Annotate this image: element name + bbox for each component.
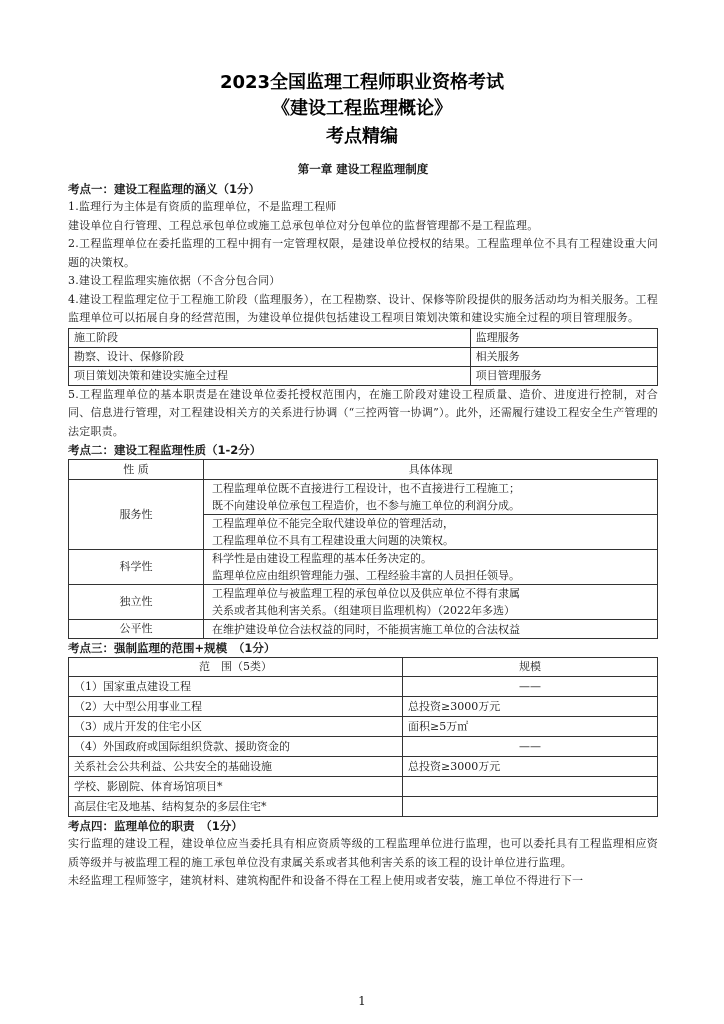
- column-header: 规模: [403, 658, 658, 677]
- table-row: [69, 677, 658, 697]
- title-block: [0, 70, 724, 150]
- description-line: 监理单位应由组织管理能力强、工程经验丰富的人员担任领导。: [212, 569, 520, 582]
- scale-cell: 面积≥5万㎡: [403, 717, 658, 737]
- document-subtitle-2: 考点精编: [326, 126, 398, 147]
- nature-cell: 公平性: [69, 620, 204, 639]
- table-row: [69, 550, 658, 585]
- service-stage-table: [68, 328, 658, 386]
- description-line: 工程监理单位不能完全取代建设单位的管理活动，: [212, 517, 454, 530]
- document-title: 2023全国监理工程师职业资格考试: [219, 72, 505, 93]
- description-line: 既不向建设单位承包工程造价，也不参与施工单位的利润分成。: [212, 499, 520, 512]
- scale-cell: ——: [403, 677, 658, 697]
- description-cell: [204, 480, 658, 515]
- table-row: [69, 757, 658, 777]
- table-row: [69, 347, 658, 366]
- scope-cell: （4）外国政府或国际组织贷款、援助资金的: [69, 737, 403, 757]
- scope-table: [68, 657, 658, 817]
- chapter-title: 第一章 建设工程监理制度: [297, 162, 429, 176]
- scope-cell: （3）成片开发的住宅小区: [69, 717, 403, 737]
- scale-cell: 总投资≥3000万元: [403, 697, 658, 717]
- table-header-row: [69, 460, 658, 480]
- kp3-heading: 考点三：强制监理的范围+规模 （1分）: [68, 641, 276, 655]
- table-header-row: [69, 658, 658, 677]
- scope-cell: 高层住宅及地基、结构复杂的多层住宅*: [69, 797, 403, 817]
- scale-cell: [403, 777, 658, 797]
- table-row: [69, 585, 658, 620]
- table-row: [69, 480, 658, 515]
- table-row: [69, 697, 658, 717]
- kp4-heading: 考点四：监理单位的职责 （1分）: [68, 819, 243, 833]
- kp4-paragraph-2: 未经监理工程师签字，建筑材料、建筑构配件和设备不得在工程上使用或者安装，施工单位不得进行下一: [68, 874, 584, 887]
- description-line: 工程监理单位与被监理工程的承包单位以及供应单位不得有隶属: [212, 587, 520, 600]
- scale-cell: [403, 797, 658, 817]
- scope-cell: （1）国家重点建设工程: [69, 677, 403, 697]
- table-row: [69, 797, 658, 817]
- scope-cell: 学校、影剧院、体育场馆项目*: [69, 777, 403, 797]
- column-header: 具体体现: [204, 460, 658, 480]
- column-header: 性 质: [69, 460, 204, 480]
- description-cell: [204, 515, 658, 550]
- page-number: 1: [358, 994, 366, 1008]
- nature-cell: 科学性: [69, 550, 204, 585]
- scope-cell: 关系社会公共利益、公共安全的基础设施: [69, 757, 403, 777]
- table-row: [69, 777, 658, 797]
- table-row: [69, 366, 658, 385]
- scale-cell: 总投资≥3000万元: [403, 757, 658, 777]
- description-cell: [204, 620, 658, 639]
- description-line: 关系或者其他利害关系。（组建项目监理机构）（2022年多选）: [212, 604, 515, 617]
- description-cell: [204, 585, 658, 620]
- description-line: 工程监理单位不具有工程建设重大问题的决策权。: [212, 534, 454, 547]
- description-line: 工程监理单位既不直接进行工程设计，也不直接进行工程施工；: [212, 482, 520, 495]
- nature-cell: 服务性: [69, 480, 204, 550]
- table-row: [69, 620, 658, 639]
- kp2-heading: 考点二：建设工程监理性质（1-2分）: [68, 443, 262, 457]
- kp1-paragraph-3: 2.工程监理单位在委托监理的工程中拥有一定管理权限，是建设单位授权的结果。工程监理单位不具有工程建设重大问题的决策权。: [68, 237, 658, 269]
- description-line: 科学性是由建设工程监理的基本任务决定的。: [212, 552, 432, 565]
- description-line: 在维护建设单位合法权益的同时，不能损害施工单位的合法权益: [212, 622, 520, 636]
- description-cell: [204, 550, 658, 585]
- table-cell: 项目策划决策和建设实施全过程: [69, 366, 471, 385]
- column-header: 范 围（5类）: [69, 658, 403, 677]
- nature-table: [68, 459, 658, 639]
- table-cell: 相关服务: [470, 347, 657, 366]
- nature-cell: 独立性: [69, 585, 204, 620]
- table-row: [69, 737, 658, 757]
- kp1-paragraph-4: 3.建设工程监理实施依据（不含分包合同）: [68, 274, 281, 287]
- table-cell: 勘察、设计、保修阶段: [69, 347, 471, 366]
- scale-cell: ——: [403, 737, 658, 757]
- kp1-paragraph-5: 4.建设工程监理定位于工程施工阶段（监理服务），在工程勘察、设计、保修等阶段提供的服务活动均为相关服务。工程监理单位可以拓展自身的经营范围，为建设单位提供包括建设工程项目策划决策和建设实施全过程的项目管理服务。: [68, 292, 658, 324]
- scope-cell: （2）大中型公用事业工程: [69, 697, 403, 717]
- kp1-paragraph-6: 5.工程监理单位的基本职责是在建设单位委托授权范围内，在施工阶段对建设工程质量、造价、进度进行控制，对合同、信息进行管理，对工程建设相关方的关系进行协调（“三控两管一协调”）。此外，还需履行建设工程安全生产管理的法定职责。: [68, 387, 658, 438]
- document-body: [68, 160, 658, 891]
- kp1-paragraph-1: 1.监理行为主体是有资质的监理单位，不是监理工程师: [68, 200, 337, 213]
- table-row: [69, 717, 658, 737]
- kp1-heading: 考点一：建设工程监理的涵义（1分）: [68, 182, 260, 196]
- table-cell: 监理服务: [470, 328, 657, 347]
- kp4-paragraph-1: 实行监理的建设工程，建设单位应当委托具有相应资质等级的工程监理单位进行监理，也可以委托具有工程监理相应资质等级并与被监理工程的施工承包单位没有隶属关系或者其他利害关系的该工程的设计单位进行监理。: [68, 837, 658, 869]
- table-cell: 施工阶段: [69, 328, 471, 347]
- kp1-paragraph-2: 建设单位自行管理、工程总承包单位或施工总承包单位对分包单位的监督管理都不是工程监理。: [68, 218, 539, 232]
- table-row: [69, 328, 658, 347]
- table-cell: 项目管理服务: [470, 366, 657, 385]
- document-subtitle: 《建设工程监理概论》: [272, 98, 452, 119]
